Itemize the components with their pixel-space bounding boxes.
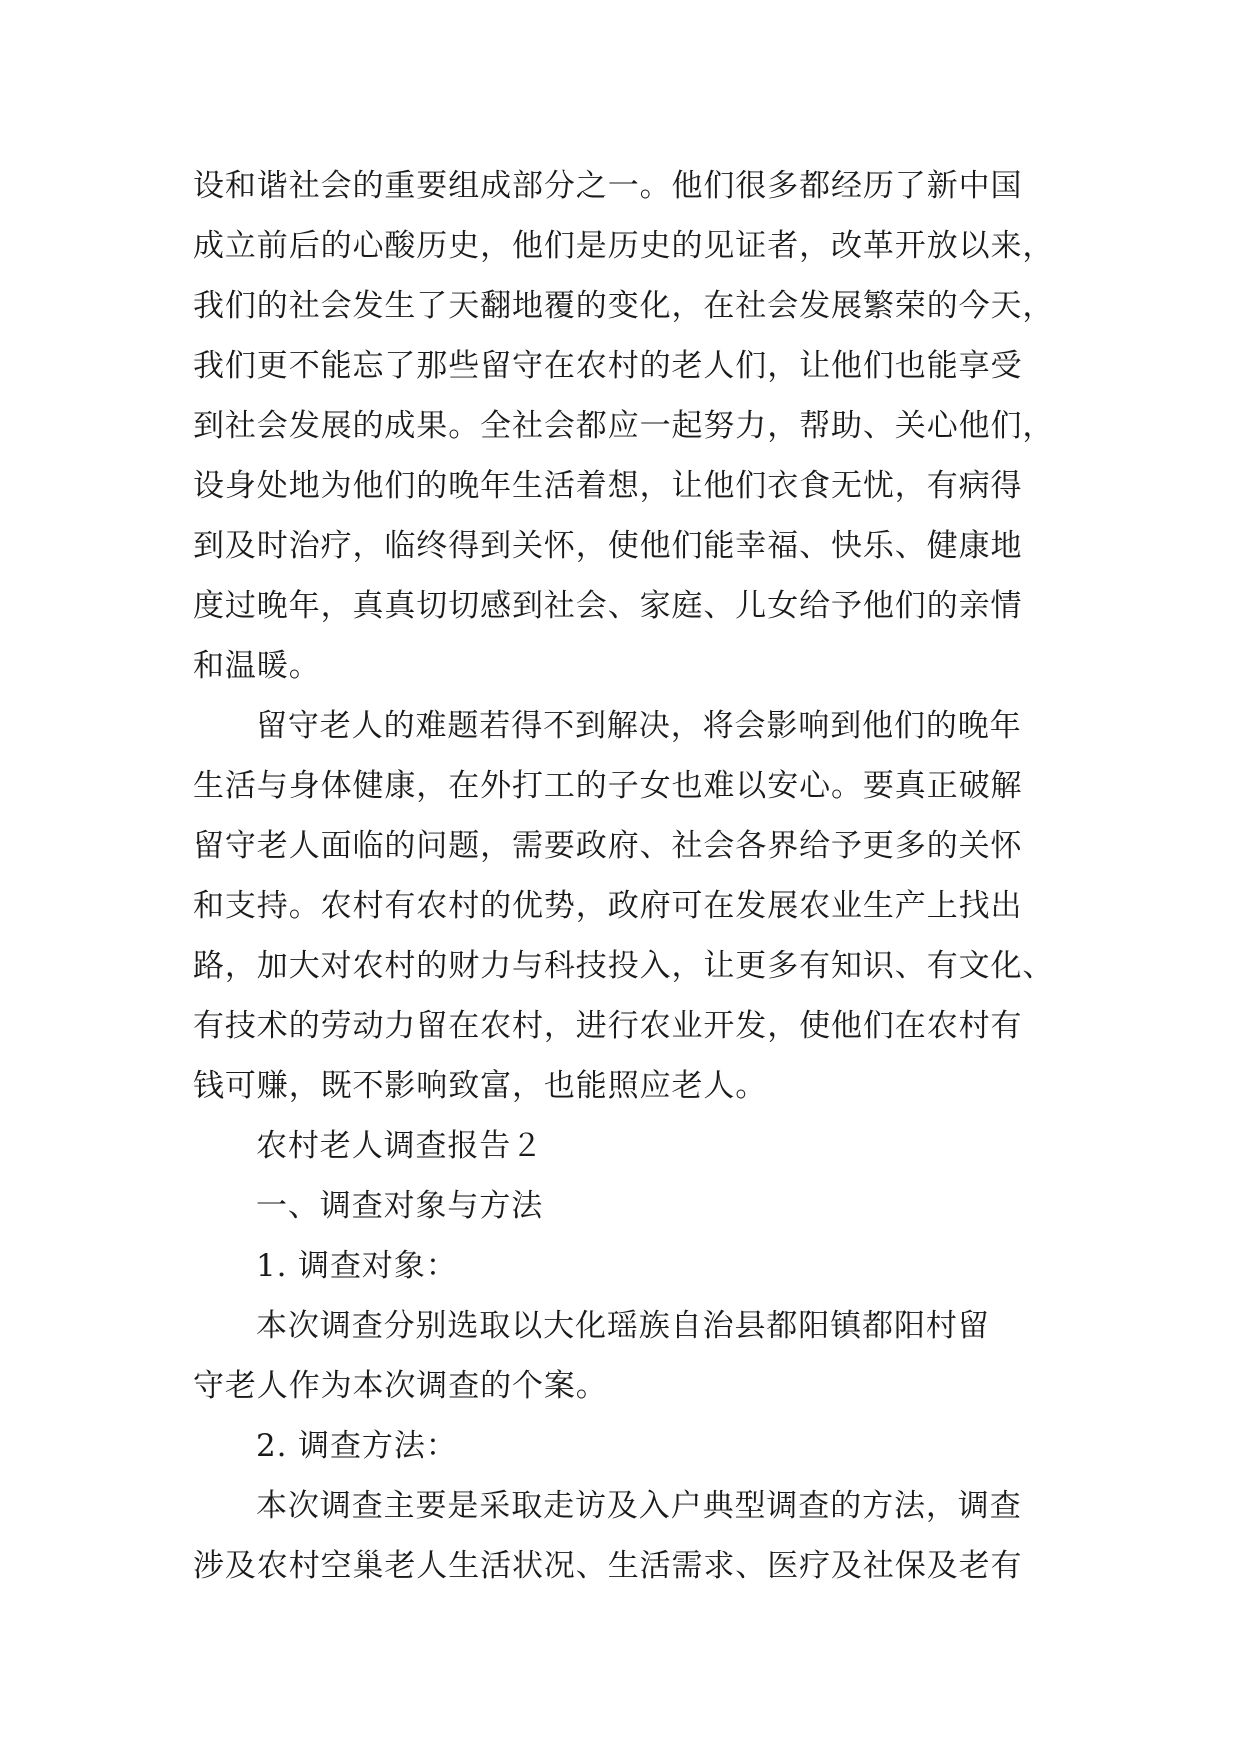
paragraph-line: 本次调查分别选取以大化瑶族自治县都阳镇都阳村留 [256, 1308, 990, 1344]
section-heading: 一、调查对象与方法 [256, 1188, 544, 1224]
paragraph-line: 本次调查主要是采取走访及入户典型调查的方法，调查 [256, 1488, 1022, 1524]
paragraph-line: 设身处地为他们的晚年生活着想，让他们衣食无忧，有病得 [193, 468, 1023, 504]
paragraph-line: 我们更不能忘了那些留守在农村的老人们，让他们也能享受 [193, 348, 1023, 384]
paragraph-line: 和支持。农村有农村的优势，政府可在发展农业生产上找出 [193, 888, 1023, 924]
section-title: 农村老人调查报告２ [256, 1128, 544, 1164]
paragraph-line: 我们的社会发生了天翻地覆的变化，在社会发展繁荣的今天， [193, 288, 1055, 324]
paragraph-line: 有技术的劳动力留在农村，进行农业开发，使他们在农村有 [193, 1008, 1023, 1044]
paragraph-line: 设和谐社会的重要组成部分之一。他们很多都经历了新中国 [193, 168, 1023, 204]
paragraph-line: 钱可赚，既不影响致富，也能照应老人。 [193, 1068, 768, 1104]
paragraph-line: 到社会发展的成果。全社会都应一起努力，帮助、关心他们， [193, 408, 1055, 444]
paragraph-line: 度过晚年，真真切切感到社会、家庭、儿女给予他们的亲情 [193, 588, 1023, 624]
subsection-heading: 1. 调查对象： [256, 1248, 458, 1284]
paragraph-line: 到及时治疗，临终得到关怀，使他们能幸福、快乐、健康地 [193, 528, 1023, 564]
paragraph-line: 和温暖。 [193, 648, 321, 684]
paragraph-line: 留守老人面临的问题，需要政府、社会各界给予更多的关怀 [193, 828, 1023, 864]
paragraph-line: 路，加大对农村的财力与科技投入，让更多有知识、有文化、 [193, 948, 1055, 984]
paragraph-line: 守老人作为本次调查的个案。 [193, 1368, 608, 1404]
paragraph-line: 涉及农村空巢老人生活状况、生活需求、医疗及社保及老有 [193, 1548, 1023, 1584]
paragraph-line: 成立前后的心酸历史，他们是历史的见证者，改革开放以来， [193, 228, 1055, 264]
paragraph-line: 生活与身体健康，在外打工的子女也难以安心。要真正破解 [193, 768, 1023, 804]
paragraph-line: 留守老人的难题若得不到解决，将会影响到他们的晚年 [256, 708, 1022, 744]
subsection-heading: 2. 调查方法： [256, 1428, 458, 1464]
